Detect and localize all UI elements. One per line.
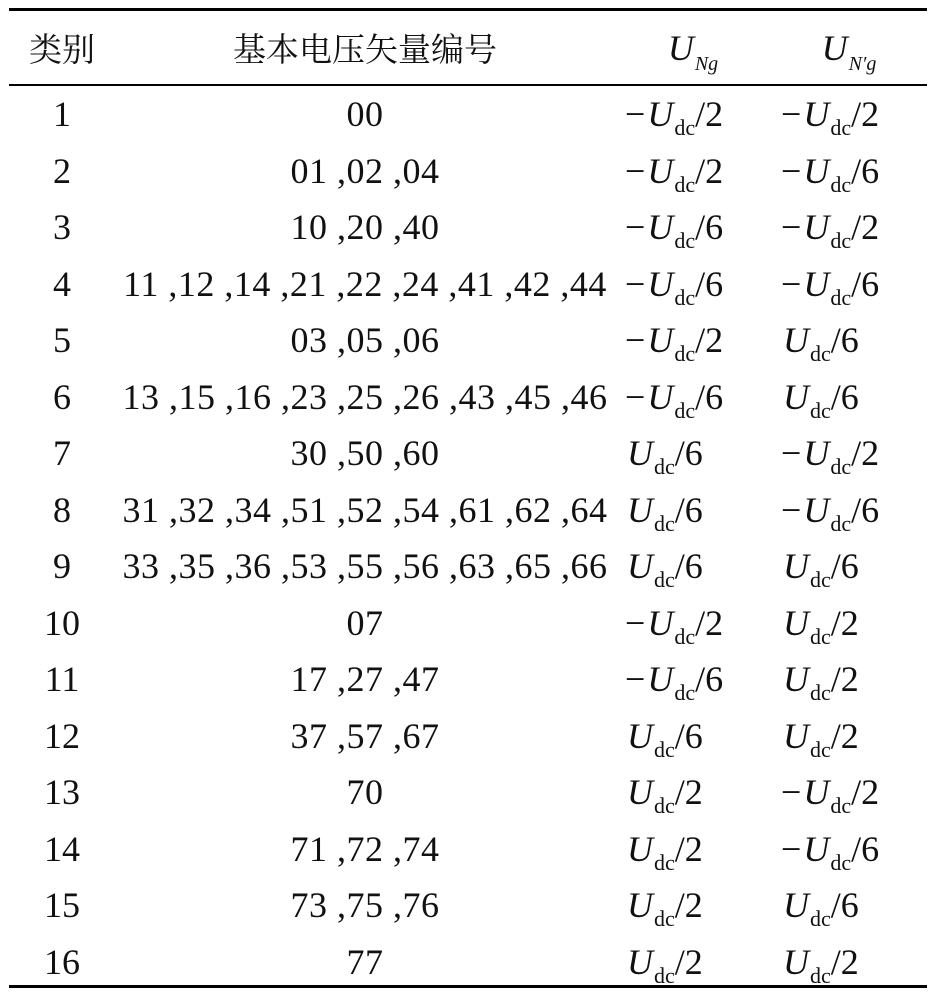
value-symbol: U: [647, 94, 674, 135]
value-symbol: U: [803, 433, 830, 474]
vector-ids-cell: 11 ,12 ,14 ,21 ,22 ,24 ,41 ,42 ,44: [123, 263, 607, 304]
value-subscript: dc: [654, 849, 675, 875]
value-subscript: dc: [654, 510, 675, 536]
value-subscript: dc: [810, 736, 831, 762]
header-u-nng: [771, 11, 927, 84]
value-symbol: U: [803, 207, 830, 248]
value-sign: −: [781, 828, 802, 869]
table-row: [9, 312, 927, 369]
value-subscript: dc: [674, 171, 696, 197]
u-ng-cell: [615, 934, 771, 991]
vector-ids-cell: 13 ,15 ,16 ,23 ,25 ,26 ,43 ,45 ,46: [122, 376, 608, 417]
category-cell: 7: [53, 433, 71, 474]
value-ratio: /2: [695, 150, 724, 191]
table-row: [9, 764, 927, 821]
value-symbol: U: [627, 828, 653, 869]
vector-ids-cell: 33 ,35 ,36 ,53 ,55 ,56 ,63 ,65 ,66: [122, 546, 608, 587]
value-subscript: dc: [674, 623, 696, 649]
header-u-ng-symbol: U: [667, 27, 694, 68]
category-cell: 3: [53, 207, 71, 248]
value-subscript: dc: [674, 115, 696, 141]
category-cell: 2: [53, 150, 71, 191]
value-ratio: /6: [851, 263, 880, 304]
value-ratio: /2: [695, 94, 724, 135]
u-ng-cell: [615, 143, 771, 200]
value-symbol: U: [647, 659, 674, 700]
value-sign: −: [625, 207, 646, 248]
value-ratio: /6: [695, 376, 724, 417]
value-subscript: dc: [830, 228, 852, 254]
category-cell: 6: [53, 376, 71, 417]
value-ratio: /6: [674, 489, 703, 530]
value-symbol: U: [783, 546, 809, 587]
value-ratio: /6: [695, 263, 724, 304]
value-ratio: /6: [830, 320, 859, 361]
category-cell: 11: [44, 659, 80, 700]
category-cell: 4: [53, 263, 71, 304]
table-row: [9, 84, 927, 143]
u-nng-cell: [771, 538, 927, 595]
value-subscript: dc: [810, 397, 831, 423]
value-sign: −: [781, 263, 802, 304]
value-symbol: U: [803, 94, 830, 135]
u-ng-cell: [615, 425, 771, 482]
value-subscript: dc: [654, 736, 675, 762]
value-ratio: /2: [851, 207, 880, 248]
value-ratio: /6: [674, 546, 703, 587]
u-ng-cell: [615, 877, 771, 934]
value-symbol: U: [627, 715, 653, 756]
u-ng-cell: [615, 482, 771, 539]
vector-ids-cell: 10 ,20 ,40: [290, 207, 440, 248]
table-row: [9, 651, 927, 708]
value-symbol: U: [783, 941, 809, 982]
value-symbol: U: [627, 433, 653, 474]
u-ng-cell: [615, 595, 771, 652]
u-ng-cell: [615, 256, 771, 313]
u-nng-cell: [771, 821, 927, 878]
value-symbol: U: [647, 320, 674, 361]
u-nng-cell: [771, 312, 927, 369]
value-sign: −: [781, 489, 802, 530]
header-u-ng: [615, 11, 771, 84]
value-ratio: /6: [830, 885, 859, 926]
value-subscript: dc: [654, 454, 675, 480]
value-subscript: dc: [810, 623, 831, 649]
voltage-vector-table: [9, 11, 927, 990]
value-symbol: U: [783, 376, 809, 417]
u-nng-cell: [771, 369, 927, 426]
value-symbol: U: [627, 772, 653, 813]
table-row: [9, 425, 927, 482]
header-u-nng-subscript: N′g: [848, 52, 877, 75]
value-ratio: /2: [830, 602, 859, 643]
table-row: [9, 369, 927, 426]
u-ng-cell: [615, 538, 771, 595]
u-ng-cell: [615, 369, 771, 426]
table-body: [9, 84, 927, 990]
value-ratio: /2: [674, 828, 703, 869]
vector-ids-cell: 30 ,50 ,60: [290, 433, 440, 474]
u-nng-cell: [771, 199, 927, 256]
value-ratio: /6: [851, 489, 880, 530]
value-ratio: /6: [674, 715, 703, 756]
value-sign: −: [625, 602, 646, 643]
table-row: [9, 595, 927, 652]
table-row: [9, 199, 927, 256]
category-cell: 12: [44, 715, 80, 756]
value-ratio: /2: [830, 659, 859, 700]
value-ratio: /2: [674, 885, 703, 926]
table-row: [9, 877, 927, 934]
value-ratio: /2: [851, 772, 880, 813]
value-symbol: U: [803, 772, 830, 813]
value-subscript: dc: [810, 567, 831, 593]
value-ratio: /2: [830, 941, 859, 982]
vector-ids-cell: 37 ,57 ,67: [290, 715, 440, 756]
value-sign: −: [625, 263, 646, 304]
category-cell: 10: [44, 602, 80, 643]
value-sign: −: [625, 320, 646, 361]
u-nng-cell: [771, 764, 927, 821]
category-cell: 5: [53, 320, 71, 361]
category-cell: 9: [53, 546, 71, 587]
value-symbol: U: [783, 715, 809, 756]
u-nng-cell: [771, 708, 927, 765]
category-cell: 8: [53, 489, 71, 530]
value-symbol: U: [783, 885, 809, 926]
value-ratio: /2: [674, 941, 703, 982]
vector-ids-cell: 01 ,02 ,04: [290, 150, 440, 191]
u-nng-cell: [771, 84, 927, 143]
value-symbol: U: [627, 546, 653, 587]
value-subscript: dc: [654, 962, 675, 988]
value-ratio: /6: [830, 376, 859, 417]
u-ng-cell: [615, 651, 771, 708]
header-u-nng-symbol: U: [821, 27, 848, 68]
value-subscript: dc: [674, 397, 696, 423]
value-sign: −: [781, 772, 802, 813]
u-nng-cell: [771, 651, 927, 708]
value-subscript: dc: [674, 341, 696, 367]
header-vector-ids: 基本电压矢量编号: [233, 30, 497, 69]
u-ng-cell: [615, 84, 771, 143]
value-ratio: /2: [830, 715, 859, 756]
value-symbol: U: [803, 263, 830, 304]
value-ratio: /6: [851, 828, 880, 869]
table-row: [9, 538, 927, 595]
value-symbol: U: [627, 489, 653, 530]
vector-ids-cell: 00: [346, 94, 384, 135]
value-ratio: /6: [851, 150, 880, 191]
category-cell: 14: [44, 828, 80, 869]
vector-ids-cell: 71 ,72 ,74: [290, 828, 440, 869]
header-row: [9, 11, 927, 84]
u-ng-cell: [615, 821, 771, 878]
category-cell: 1: [53, 94, 71, 135]
value-sign: −: [781, 94, 802, 135]
value-subscript: dc: [830, 115, 852, 141]
value-sign: −: [781, 150, 802, 191]
value-sign: −: [625, 94, 646, 135]
vector-ids-cell: 17 ,27 ,47: [290, 659, 440, 700]
value-subscript: dc: [830, 171, 852, 197]
header-u-ng-subscript: Ng: [694, 52, 719, 75]
u-nng-cell: [771, 256, 927, 313]
u-nng-cell: [771, 482, 927, 539]
table-row: [9, 708, 927, 765]
value-symbol: U: [647, 376, 674, 417]
value-subscript: dc: [674, 680, 696, 706]
u-nng-cell: [771, 425, 927, 482]
vector-ids-cell: 31 ,32 ,34 ,51 ,52 ,54 ,61 ,62 ,64: [122, 489, 608, 530]
value-sign: −: [625, 150, 646, 191]
value-subscript: dc: [830, 284, 852, 310]
value-sign: −: [625, 376, 646, 417]
u-nng-cell: [771, 934, 927, 991]
value-symbol: U: [627, 941, 653, 982]
value-symbol: U: [647, 263, 674, 304]
value-subscript: dc: [830, 849, 852, 875]
value-sign: −: [781, 433, 802, 474]
value-ratio: /2: [851, 433, 880, 474]
table-row: [9, 934, 927, 991]
value-subscript: dc: [674, 284, 696, 310]
header-category: 类别: [29, 30, 95, 69]
value-ratio: /6: [695, 659, 724, 700]
value-sign: −: [625, 659, 646, 700]
vector-ids-cell: 07: [346, 602, 384, 643]
value-ratio: /6: [674, 433, 703, 474]
u-nng-cell: [771, 877, 927, 934]
category-cell: 13: [44, 772, 80, 813]
u-ng-cell: [615, 312, 771, 369]
vector-ids-cell: 73 ,75 ,76: [290, 885, 440, 926]
value-subscript: dc: [810, 341, 831, 367]
value-subscript: dc: [654, 567, 675, 593]
u-ng-cell: [615, 708, 771, 765]
value-sign: −: [781, 207, 802, 248]
value-symbol: U: [783, 320, 809, 361]
category-cell: 15: [44, 885, 80, 926]
value-subscript: dc: [830, 454, 852, 480]
table-row: [9, 143, 927, 200]
value-symbol: U: [647, 602, 674, 643]
value-subscript: dc: [810, 906, 831, 932]
value-symbol: U: [803, 150, 830, 191]
u-nng-cell: [771, 595, 927, 652]
value-subscript: dc: [830, 510, 852, 536]
value-ratio: /6: [830, 546, 859, 587]
value-subscript: dc: [674, 228, 696, 254]
value-subscript: dc: [810, 680, 831, 706]
value-ratio: /2: [695, 320, 724, 361]
table-row: [9, 821, 927, 878]
vector-ids-cell: 03 ,05 ,06: [290, 320, 440, 361]
value-symbol: U: [783, 659, 809, 700]
value-ratio: /6: [695, 207, 724, 248]
value-symbol: U: [803, 489, 830, 530]
u-nng-cell: [771, 143, 927, 200]
value-symbol: U: [647, 207, 674, 248]
value-subscript: dc: [810, 962, 831, 988]
vector-ids-cell: 70: [346, 772, 384, 813]
value-subscript: dc: [654, 793, 675, 819]
value-symbol: U: [627, 885, 653, 926]
value-subscript: dc: [654, 906, 675, 932]
category-cell: 16: [44, 941, 80, 982]
value-ratio: /2: [851, 94, 880, 135]
value-symbol: U: [783, 602, 809, 643]
value-symbol: U: [803, 828, 830, 869]
u-ng-cell: [615, 199, 771, 256]
value-subscript: dc: [830, 793, 852, 819]
vector-ids-cell: 77: [346, 941, 384, 982]
value-ratio: /2: [695, 602, 724, 643]
value-ratio: /2: [674, 772, 703, 813]
table-row: [9, 482, 927, 539]
u-ng-cell: [615, 764, 771, 821]
table-row: [9, 256, 927, 313]
value-symbol: U: [647, 150, 674, 191]
